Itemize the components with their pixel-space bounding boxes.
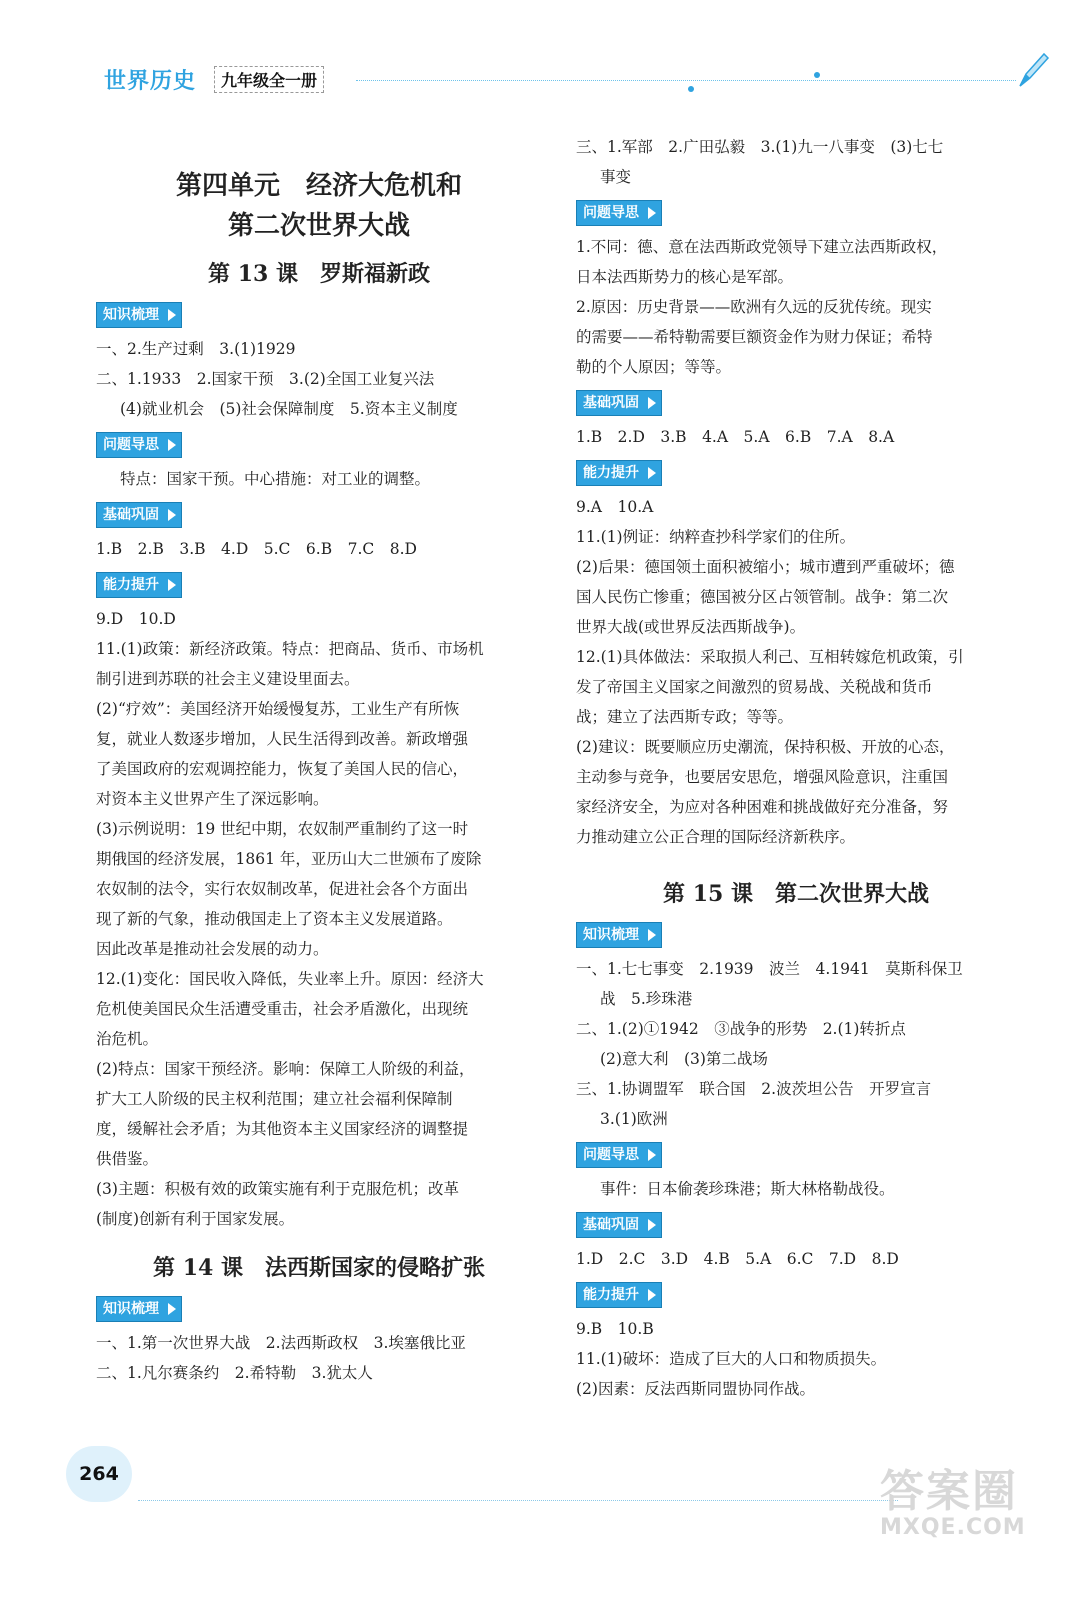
answer-line: 危机使美国民众生活遭受重击，社会矛盾激化，出现统 <box>96 1000 469 1018</box>
page-number: 264 <box>66 1446 132 1502</box>
header-dot <box>688 86 694 92</box>
answer-line: 因此改革是推动社会发展的动力。 <box>96 940 329 958</box>
answer-line: 期俄国的经济发展，1861 年，亚历山大二世颁布了废除 <box>96 850 482 868</box>
section-tag-knowledge: 知识梳理 <box>96 302 182 328</box>
answer-line: 一、1.第一次世界大战 2.法西斯政权 3.埃塞俄比亚 <box>96 1334 466 1352</box>
answer-line: 事变 <box>600 168 632 186</box>
answer-line: 一、1.七七事变 2.1939 波兰 4.1941 莫斯科保卫 <box>576 960 963 978</box>
answer-line: 供借鉴。 <box>96 1150 159 1168</box>
answer-line: 一、2.生产过剩 3.(1)1929 <box>96 340 296 358</box>
answer-line: 扩大工人阶级的民主权利范围；建立社会福利保障制 <box>96 1090 453 1108</box>
section-tag-basic: 基础巩固 <box>576 1212 662 1238</box>
answer-line: 勒的个人原因；等等。 <box>576 358 732 376</box>
left-column <box>96 166 542 1388</box>
answer-line: (制度)创新有利于国家发展。 <box>96 1210 295 1228</box>
answer-line: 事件：日本偷袭珍珠港；斯大林格勒战役。 <box>600 1180 895 1198</box>
section-tag-knowledge: 知识梳理 <box>576 922 662 948</box>
watermark-text: 答案圈 <box>880 1466 1018 1517</box>
answer-line: 12.(1)具体做法：采取损人利己、互相转嫁危机政策，引 <box>576 648 964 666</box>
answer-line: 度，缓解社会矛盾；为其他资本主义国家经济的调整提 <box>96 1120 469 1138</box>
lesson-15-title: 第 15 课 第二次世界大战 <box>663 881 929 907</box>
answer-line: 11.(1)政策：新经济政策。特点：把商品、货币、市场机 <box>96 640 484 658</box>
answer-line: 11.(1)破坏：造成了巨大的人口和物质损失。 <box>576 1350 887 1368</box>
answer-line: (2)特点：国家干预经济。影响：保障工人阶级的利益， <box>96 1060 475 1078</box>
section-tag-ability: 能力提升 <box>96 572 182 598</box>
answer-line: 治危机。 <box>96 1030 159 1048</box>
unit-title: 第四单元 经济大危机和 <box>175 171 462 201</box>
section-tag-ability: 能力提升 <box>576 460 662 486</box>
section-tag-ability: 能力提升 <box>576 1282 662 1308</box>
answer-line: 二、1.凡尔赛条约 2.希特勒 3.犹太人 <box>96 1364 373 1382</box>
answer-line: 2.原因：历史背景——欧洲有久远的反犹传统。现实 <box>576 298 932 316</box>
answer-line: 3.(1)欧洲 <box>600 1110 668 1128</box>
section-tag-question: 问题导思 <box>576 200 662 226</box>
footer-divider <box>138 1500 898 1501</box>
answer-line: 特点：国家干预。中心措施：对工业的调整。 <box>120 470 431 488</box>
answer-line: 9.B 10.B <box>576 1320 654 1338</box>
answer-line: 二、1.1933 2.国家干预 3.(2)全国工业复兴法 <box>96 370 435 388</box>
answer-line: 1.D 2.C 3.D 4.B 5.A 6.C 7.D 8.D <box>576 1250 899 1268</box>
watermark <box>880 1468 1026 1540</box>
section-tag-knowledge: 知识梳理 <box>96 1296 182 1322</box>
section-tag-question: 问题导思 <box>576 1142 662 1168</box>
answer-line: (4)就业机会 (5)社会保障制度 5.资本主义制度 <box>120 400 458 418</box>
section-tag-basic: 基础巩固 <box>96 502 182 528</box>
answer-line: 三、1.军部 2.广田弘毅 3.(1)九一八事变 (3)七七 <box>576 138 944 156</box>
answer-line: 12.(1)变化：国民收入降低，失业率上升。原因：经济大 <box>96 970 484 988</box>
answer-line: 国人民伤亡惨重；德国被分区占领管制。战争：第二次 <box>576 588 949 606</box>
answer-line: 发了帝国主义国家之间激烈的贸易战、关税战和货币 <box>576 678 933 696</box>
answer-line: 11.(1)例证：纳粹查抄科学家们的住所。 <box>576 528 856 546</box>
answer-line: 复，就业人数逐步增加，人民生活得到改善。新政增强 <box>96 730 469 748</box>
answer-line: 日本法西斯势力的核心是军部。 <box>576 268 794 286</box>
answer-line: 1.不同：德、意在法西斯政党领导下建立法西斯政权， <box>576 238 948 256</box>
header-dot <box>814 72 820 78</box>
answer-line: 1.B 2.D 3.B 4.A 5.A 6.B 7.A 8.A <box>576 428 895 446</box>
answer-line: 农奴制的法令，实行农奴制改革，促进社会各个方面出 <box>96 880 469 898</box>
book-subject-title: 世界历史 <box>104 69 197 94</box>
answer-line: (2)因素：反法西斯同盟协同作战。 <box>576 1380 815 1398</box>
answer-line: 力推动建立公正合理的国际经济新秩序。 <box>576 828 856 846</box>
answer-line: (3)主题：积极有效的政策实施有利于克服危机；改革 <box>96 1180 459 1198</box>
answer-line: 制引进到苏联的社会主义建设里面去。 <box>96 670 360 688</box>
watermark-url: MXQE.COM <box>880 1515 1026 1540</box>
answer-line: 的需要——希特勒需要巨额资金作为财力保证；希特 <box>576 328 933 346</box>
right-column <box>576 132 1016 1404</box>
answer-line: (2)意大利 (3)第二战场 <box>600 1050 768 1068</box>
answer-line: 主动参与竞争，也要居安思危，增强风险意识，注重国 <box>576 768 949 786</box>
answer-line: 9.D 10.D <box>96 610 176 628</box>
answer-line: 对资本主义世界产生了深远影响。 <box>96 790 329 808</box>
pen-icon <box>1016 50 1050 90</box>
answer-line: 二、1.(2)①1942 ③战争的形势 2.(1)转折点 <box>576 1020 906 1038</box>
answer-line: 了美国政府的宏观调控能力，恢复了美国人民的信心， <box>96 760 469 778</box>
answer-line: (2)“疗效”：美国经济开始缓慢复苏，工业生产有所恢 <box>96 700 460 718</box>
lesson-14-title: 第 14 课 法西斯国家的侵略扩张 <box>153 1255 485 1281</box>
answer-line: 世界大战(或世界反法西斯战争)。 <box>576 618 806 636</box>
answer-line: 9.A 10.A <box>576 498 654 516</box>
grade-label: 九年级全一册 <box>214 66 324 93</box>
answer-line: 家经济安全，为应对各种困难和挑战做好充分准备，努 <box>576 798 949 816</box>
answer-line: (2)建议：既要顺应历史潮流，保持积极、开放的心态， <box>576 738 955 756</box>
answer-line: (3)示例说明：19 世纪中期，农奴制严重制约了这一时 <box>96 820 469 838</box>
answer-line: 三、1.协调盟军 联合国 2.波茨坦公告 开罗宣言 <box>576 1080 932 1098</box>
section-tag-basic: 基础巩固 <box>576 390 662 416</box>
answer-line: (2)后果：德国领土面积被缩小；城市遭到严重破坏；德 <box>576 558 955 576</box>
answer-line: 现了新的气象，推动俄国走上了资本主义发展道路。 <box>96 910 453 928</box>
lesson-13-title: 第 13 课 罗斯福新政 <box>208 261 430 287</box>
unit-title: 第二次世界大战 <box>227 211 410 241</box>
answer-line: 1.B 2.B 3.B 4.D 5.C 6.B 7.C 8.D <box>96 540 417 558</box>
answer-line: 战；建立了法西斯专政；等等。 <box>576 708 794 726</box>
section-tag-question: 问题导思 <box>96 432 182 458</box>
answer-line: 战 5.珍珠港 <box>600 990 693 1008</box>
header-divider <box>356 80 1016 81</box>
